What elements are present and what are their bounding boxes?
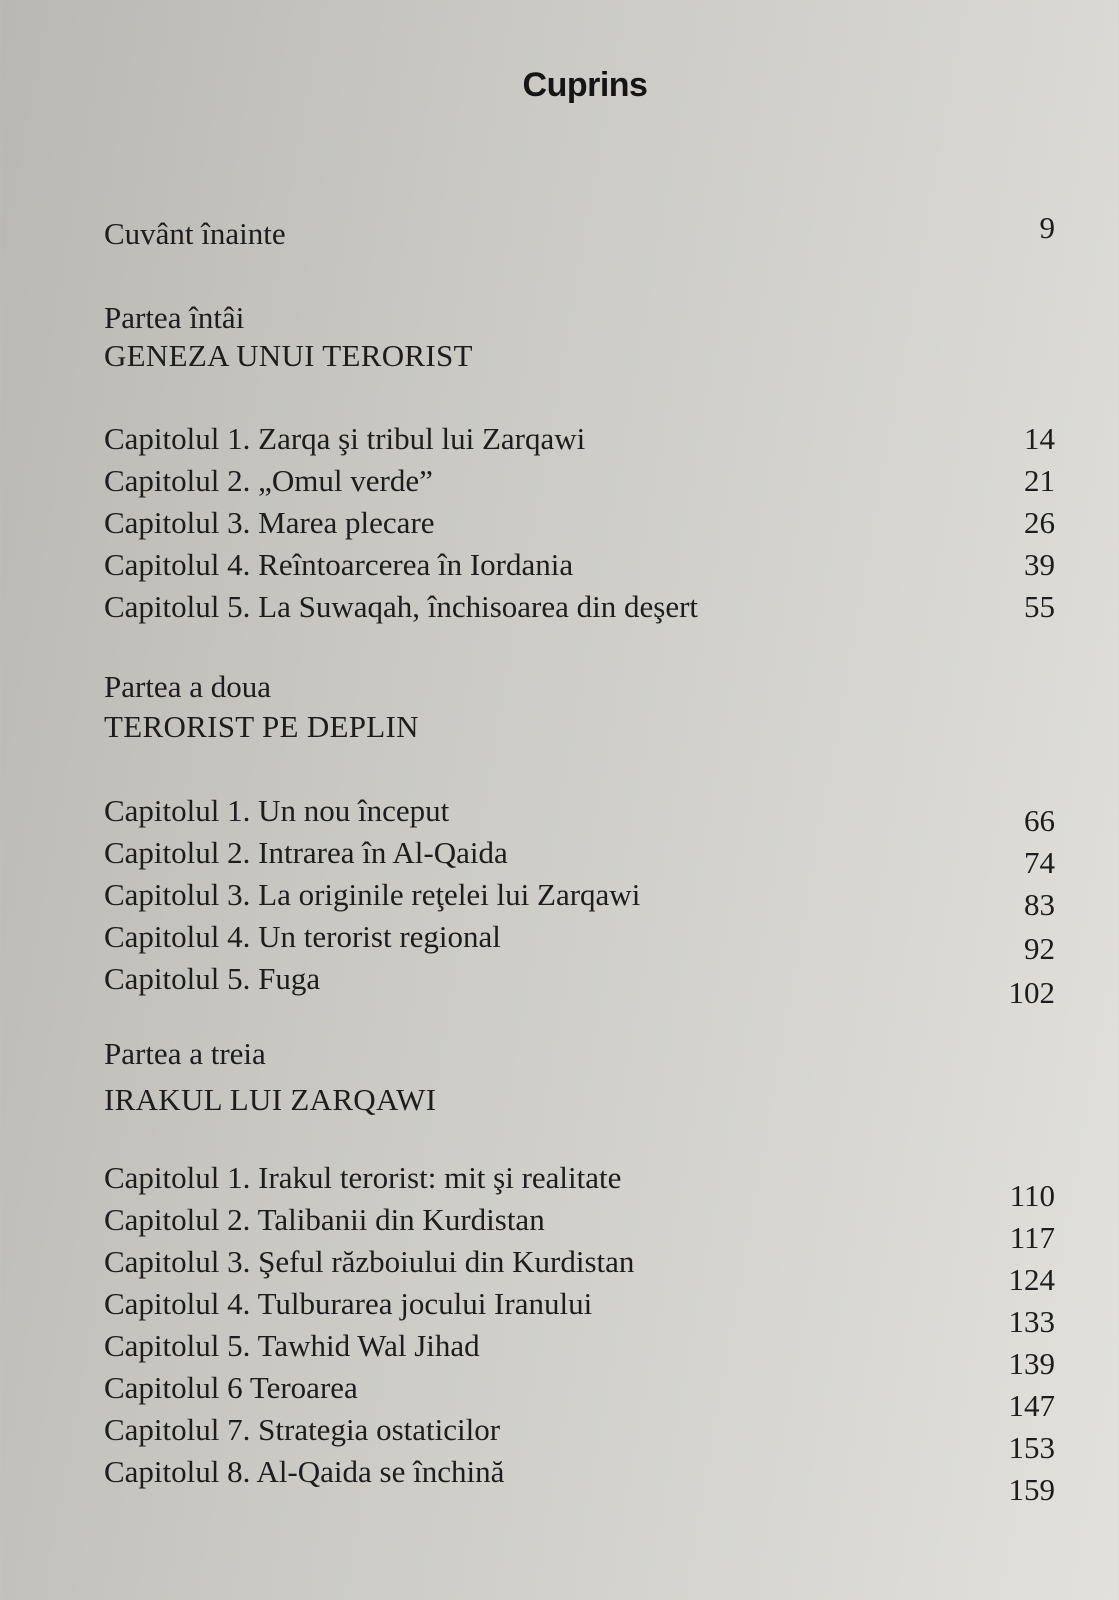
toc-entry-page: 14 <box>1024 421 1055 456</box>
toc-entry <box>104 461 1055 501</box>
toc-entry-page: 66 <box>1024 803 1055 838</box>
toc-entry-label: Capitolul 3. La originile reţelei lui Zarqawi <box>104 877 641 912</box>
part-title: IRAKUL LUI ZARQAWI <box>104 1082 437 1117</box>
toc-entry-page: 102 <box>1008 975 1055 1010</box>
toc-entry <box>104 1452 1055 1510</box>
toc-entry-label: Capitolul 4. Reîntoarcerea în Iordania <box>104 547 574 582</box>
toc-entry-label: Capitolul 2. „Omul verde” <box>104 463 433 498</box>
toc-entry-page: 147 <box>1008 1388 1055 1423</box>
toc-entry-label: Capitolul 2. Intrarea în Al-Qaida <box>104 835 508 870</box>
toc-entry-label: Capitolul 1. Un nou început <box>104 793 450 828</box>
toc-entry-page: 139 <box>1008 1346 1055 1381</box>
toc-entry-foreword <box>104 210 1055 254</box>
toc-entry-label: Capitolul 5. Tawhid Wal Jihad <box>104 1328 480 1363</box>
toc-entry-page: 26 <box>1024 505 1055 540</box>
toc-entry <box>104 419 1055 459</box>
toc-entry-page: 153 <box>1008 1430 1055 1465</box>
toc-entry-page: 124 <box>1008 1262 1055 1297</box>
part-title: GENEZA UNUI TERORIST <box>104 338 473 373</box>
toc-entry-page: 74 <box>1024 845 1055 880</box>
toc-entry-label: Capitolul 1. Irakul terorist: mit şi realitate <box>104 1160 622 1195</box>
toc-entry-page: 110 <box>1009 1178 1055 1213</box>
toc-entry-label: Capitolul 7. Strategia ostaticilor <box>104 1412 501 1447</box>
toc-entry-page: 92 <box>1024 931 1055 966</box>
toc-entry-page: 9 <box>1039 210 1055 245</box>
toc-entry-label: Capitolul 3. Şeful războiului din Kurdistan <box>104 1244 635 1279</box>
toc-entry-label: Cuvânt înainte <box>104 216 286 251</box>
toc-entry-page: 159 <box>1008 1472 1055 1507</box>
toc-entry-label: Capitolul 5. La Suwaqah, închisoarea din deşert <box>104 589 699 624</box>
toc-entry-label: Capitolul 4. Un terorist regional <box>104 919 501 954</box>
toc-entry-page: 117 <box>1009 1220 1055 1255</box>
toc-entry-page: 21 <box>1024 463 1055 498</box>
toc-entry-label: Capitolul 1. Zarqa şi tribul lui Zarqawi <box>104 421 586 456</box>
toc-entry-label: Capitolul 3. Marea plecare <box>104 505 435 540</box>
toc-entry-page: 39 <box>1024 547 1055 582</box>
toc-entry-label: Capitolul 4. Tulburarea jocului Iranului <box>104 1286 593 1321</box>
part-label: Partea întâi <box>104 300 245 335</box>
toc-entry-label: Capitolul 8. Al-Qaida se închină <box>104 1454 505 1489</box>
toc-entry-label: Capitolul 5. Fuga <box>104 961 321 996</box>
toc-entry-label: Capitolul 6 Teroarea <box>104 1370 358 1405</box>
page-title: Cuprins <box>522 66 648 104</box>
toc-entry-page: 133 <box>1008 1304 1055 1339</box>
part-label: Partea a doua <box>104 669 271 704</box>
part-label: Partea a treia <box>104 1036 266 1071</box>
toc-entry-page: 83 <box>1024 887 1055 922</box>
toc-entry <box>104 545 1055 585</box>
part-title: TERORIST PE DEPLIN <box>104 709 419 744</box>
toc-entry-page: 55 <box>1024 589 1055 624</box>
toc-entry-label: Capitolul 2. Talibanii din Kurdistan <box>104 1202 545 1237</box>
toc-entry <box>104 503 1055 543</box>
toc-entry <box>104 959 1055 1013</box>
toc-entry <box>104 587 1055 627</box>
